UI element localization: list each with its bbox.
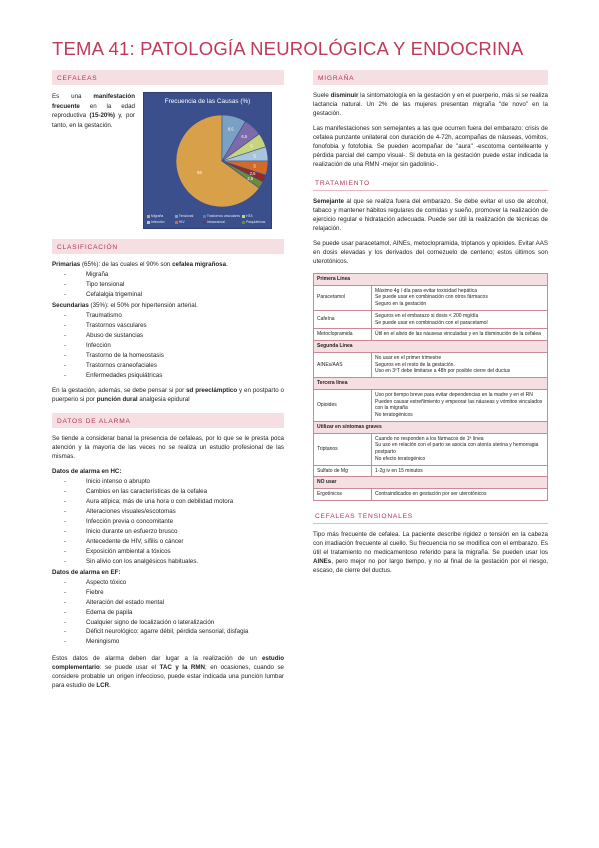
drug-cell: Paracetamol [314,285,372,310]
cefaleas-intro [52,92,284,229]
list-item: - Sin alivio con los analgésicos habituales. [52,558,284,567]
note-line: Se puede usar en combinación con otros fármacos [375,294,488,301]
notes-cell [372,329,548,341]
list-item: - Enfermedades psiquiátricas [52,372,284,381]
table-group-label: NO usar [314,477,548,489]
list-item: - Trastorno de la homeostasis [52,352,284,361]
tensionales-p [313,531,548,576]
list-item: - Aura atípica; más de una hora o con debilidad motora [52,498,284,507]
table-group-row [314,341,548,353]
text-run: (35%): el 50% por hipertensión arterial. [88,301,198,309]
text-run: en la edad reproductiva [52,102,135,120]
list-item: - Inicio intenso o abrupto [52,478,284,487]
legend-swatch [175,215,178,218]
table-row [314,433,548,465]
table-group-label: Tercera línea [314,378,548,390]
bold-run: Datos de alarma en HC: [52,467,122,475]
section-heading-clasificacion: CLASIFICACIÓN [52,239,284,254]
text-run: Tipo más frecuente de cefalea. La paciente describe rigidez o tensión en la cabeza con irradiación frecuente al cuello. Su frecuencia no se modifica con el embarazo. Es útil el tratamiento no medicamentoso referido para la migraña. Se pueden usar los [313,530,548,556]
bold-run: estudio complementario [52,655,284,672]
list-item: - Migraña [52,271,284,280]
tratamiento-p1 [313,198,548,234]
table-group-label: Utilizar en síntomas graves [314,421,548,433]
slice-label: 6,5 [241,134,248,140]
notes-cell [372,310,548,329]
slice-label: 2,5 [249,171,256,177]
text-run: la sintomatología en la gestación y en el puerperio, más si se realiza lactancia natural. Un 2% de las mujeres presentan migraña "de novo" en la gestación. [313,92,548,117]
slice-label: 65 [197,169,202,175]
drug-cell: Metoclopramida [314,329,372,341]
notes-cell [372,389,548,421]
list-item: - Tipo tensional [52,281,284,290]
list-item: - Cambios en las características de la cefalea [52,488,284,497]
notes-cell [372,465,548,477]
legend-swatch [147,215,150,218]
section-heading-tratamiento: TRATAMIENTO [313,176,548,191]
legend-item [203,220,240,225]
alarma-hc-list [52,478,284,567]
bold-run: manifestación frecuente [52,93,135,110]
right-column [313,70,548,582]
legend-swatch [203,215,206,218]
list-item: - Abuso de sustancias [52,332,284,341]
note-line: No efecto teratogénico [375,455,426,462]
text-run: . [226,261,228,268]
note-line: Seguros en el resto de la gestación. [375,361,455,368]
notes-cell [372,489,548,501]
text-run: al que se realiza fuera del embarazo. Se debe evitar el uso de alcohol, tabaco y mantener hábitos regulares de comidas y sueño, promover la realización de ejercicio regular e hidratación adecuada. Puede ser útil la realización de técnicas de relajación. [313,197,548,232]
text-run: Es una [52,93,94,100]
table-group-row [314,273,548,285]
migrana-p1 [313,92,548,119]
section-heading-tensionales: CEFALEAS TENSIONALES [313,509,548,524]
text-run: y, por tanto, en la gestación. [52,112,135,129]
pie-chart [143,92,272,229]
notes-cell [372,433,548,465]
bold-run: cefalea migrañosa [172,261,227,268]
chart-legend [147,214,268,225]
legend-item [147,214,173,219]
legend-item [242,220,268,225]
note-line: Se puede usar en combinación con el paracetamol [375,319,488,326]
list-item: - Aspecto tóxico [52,579,284,588]
bold-run: AINEs [313,557,332,565]
table-row [314,329,548,341]
alarma-intro: Se tiende a considerar banal la presencia de cefaleas, por lo que se le presta poca atención y la mayoría de las veces no se realiza un estudio profesional de las mismas. [52,434,284,460]
note-line: No teratogénicos [375,412,413,419]
legend-swatch [147,221,150,224]
list-item: - Alteración del estado mental [52,599,284,608]
legend-label: HIV [178,220,185,225]
drug-cell: Opioides [314,389,372,421]
alarma-block [52,435,284,692]
legend-label: Psiquiátricas [246,220,266,225]
note-line: Seguros en el embarazo si dosis < 200 mg/día [375,312,479,319]
legend-item [175,214,201,219]
note-line: Seguro en la gestación [375,301,427,308]
legend-swatch [242,215,245,218]
list-item: - Antecedente de HIV, sífilis o cáncer [52,538,284,547]
table-row [314,352,548,377]
text-run: En la gestación, además, se debe pensar si por [52,386,187,394]
bold-run: TAC y la RMN [159,664,206,672]
drug-cell: Cafeína [314,310,372,329]
legend-label: Tensional [178,214,194,219]
bold-run: punción dural [96,395,138,403]
drug-cell: AINEs/AAS [314,352,372,377]
list-item: - Cefalalgia trigeminal [52,291,284,300]
table-group-row [314,421,548,433]
bold-run: Datos de alarma en EF: [52,568,121,576]
treatment-table [313,273,548,501]
clasificacion-block [52,261,284,405]
table-row [314,310,548,329]
legend-item [203,214,240,219]
table-row [314,465,548,477]
note-line: Pueden causar estreñimiento y empeorar las náuseas y vómitos vinculados con la migraña [375,398,543,412]
list-item: - Traumatismo [52,312,284,321]
drug-cell: Ergotínicos [314,489,372,501]
section-heading-migrana: MIGRAÑA [313,70,548,85]
section-heading-alarma: DATOS DE ALARMA [52,413,284,428]
note-line: Máximo 4g / día para evitar toxicidad hepática [375,287,477,294]
list-item: - Infección previa o concomitante [52,518,284,527]
table-group-row [314,477,548,489]
section-heading-cefaleas: CEFALEAS [52,70,284,85]
bold-run: sd preeclámptico [186,386,238,394]
notes-cell [372,352,548,377]
legend-item [147,220,173,225]
table-group-row [314,378,548,390]
text-run: y en postparto o puerperio si por [52,386,284,403]
migrana-p2: Las manifestaciones son semejantes a las que ocurren fuera del embarazo: crisis de cefalea punzante unilateral con duración de 4-72h, acompañas de náuseas, vómitos, fonofobia y fotofobia. Se pueden acompañar de "aura" -escotoma centelleante y pérdida parcial del campo visual-. Si debuta en la gestación puede estar indicada la realización de una RMN -mejor sin gadolinio-. [313,124,548,168]
legend-label: Trastornos vasculares [206,214,241,219]
note-line: Su uso en relación con el parto se asocia con atonía uterina y hemorragia postparto [375,442,539,456]
page-title: TEMA 41: PATOLOGÍA NEUROLÓGICA Y ENDOCRINA [52,38,524,59]
bold-run: Secundarias [52,301,89,309]
text-run: Suele [313,92,331,99]
slice-label: 5 [253,153,256,159]
list-item: - Edema de papila [52,609,284,618]
alarma-final [52,655,284,691]
note-line: Uso en 3ºT debe limitarse a 48h por posible cierre del ductus [375,368,511,375]
list-item: - Exposición ambiental a tóxicos [52,548,284,557]
alarma-hc-title [52,468,284,477]
primarias-list [52,271,284,300]
slice-label: 2,5 [247,175,254,181]
table-row [314,285,548,310]
legend-label: HTA [246,214,253,219]
note-line: Contraindicados en gestación por ser uterotónicos [375,491,487,498]
bold-run: LCR [96,682,110,690]
text-run: (65%): de las cuales el 90% son [80,261,173,268]
tratamiento-p2: Se puede usar paracetamol, AINEs, metoclopramida, triptanos y opioides. Evitar AAS en dosis elevadas y los derivados del cornezuelo de centeno; estos últimos son uterotónicos. [313,239,548,265]
bold-run: disminuir [330,92,359,99]
bold-run: (15-20%) [89,112,115,120]
slice-label: 5 [253,163,256,169]
legend-swatch [242,221,245,224]
legend-swatch [175,221,178,224]
legend-item [175,220,201,225]
secundarias-list [52,312,284,381]
notes-cell [372,285,548,310]
gestacion-note [52,387,284,405]
table-group-label: Segunda Línea [314,341,548,353]
legend-swatch [203,221,206,224]
bold-run: Semejante [313,197,344,205]
legend-item [242,214,268,219]
note-line: 1-2g iv en 15 minutos [375,467,423,474]
cefaleas-intro-text [52,92,135,229]
left-column [52,70,284,699]
alarma-ef-title [52,569,284,578]
legend-label: Migraña [151,214,164,219]
text-run: : se puede usar el [99,664,160,672]
list-item: - Déficit neurológico: agarre débil, pérdida sensorial, disfagia [52,628,284,637]
text-run: , pero mejor no por largo tiempo, y no al final de la gestación por el riesgo, escaso, de cierre del ductus. [313,557,548,574]
chart-title: Frecuencia de las Causas (%) [164,98,251,105]
text-run: analgesia epidural [137,395,190,403]
list-item: - Infección [52,342,284,351]
legend-label: Infección [151,220,165,225]
secundarias-line [52,302,284,311]
legend-label: Intracraneal [206,220,225,225]
table-row [314,389,548,421]
text-run: ; en ocasiones, cuando se considere probable un origen infeccioso, puede estar indicada una punción lumbar para estudio de [52,664,284,690]
table-row [314,489,548,501]
list-item: - Meningismo [52,638,284,647]
list-item: - Inicio durante un esfuerzo brusco [52,528,284,537]
table-group-label: Primera Línea [314,273,548,285]
note-line: Útil en el alivio de las náuseas vinculadas y en la disminución de la cefalea [375,331,541,338]
pie-svg [144,93,273,230]
list-item: - Cualquier signo de localización o lateralización [52,619,284,628]
note-line: Uso por tiempo breve para evitar dependencias en la madre y en el RN [375,391,533,398]
drug-cell: Sulfato de Mg [314,465,372,477]
text-run: Estos datos de alarma deben dar lugar a la realización de un [52,655,262,663]
note-line: Cuando no responden a los fármacos de 1ª línea [375,435,484,442]
list-item: - Alteraciones visuales/escotomas [52,508,284,517]
list-item: - Fiebre [52,589,284,598]
slice-label: 8,5 [227,126,234,132]
bold-run: Primarias [52,261,81,268]
slice-label: 5 [250,143,253,149]
alarma-ef-list [52,579,284,648]
list-item: - Trastornos vasculares [52,322,284,331]
list-item: - Trastornos craneofaciales [52,362,284,371]
drug-cell: Triptanos [314,433,372,465]
note-line: No usar en el primer trimestre [375,354,442,361]
text-run: . [109,682,111,690]
primarias-line [52,261,284,270]
